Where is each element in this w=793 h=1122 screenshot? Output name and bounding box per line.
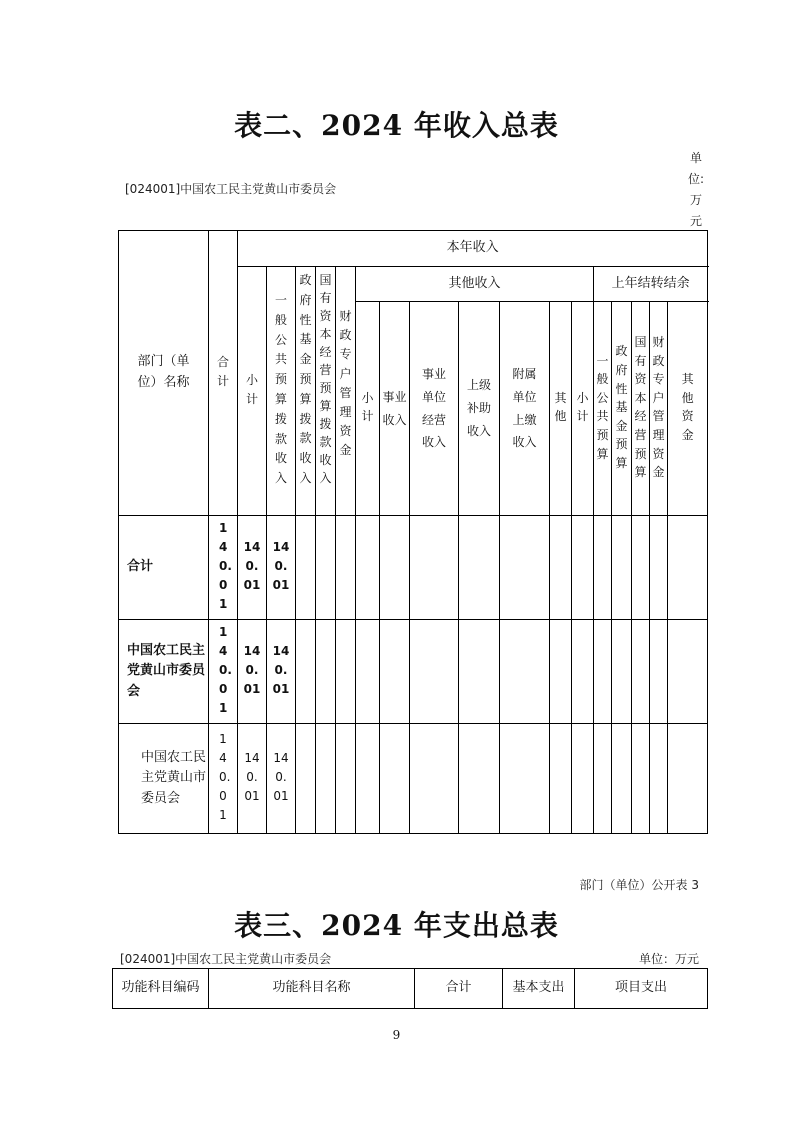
header-subtotal: 小计 [238, 267, 267, 516]
table3-unit: 单位：万元 [638, 952, 699, 966]
row-name: 中国农工民主党黄山市委员会 [119, 620, 209, 724]
header-general-budget: 一般公共预算拨款收入 [267, 267, 296, 516]
header-other-subtotal: 小计 [356, 302, 380, 516]
unit-line: 万 [689, 193, 702, 207]
row-subtotal: 140.01 [238, 620, 267, 724]
header-carry-subtotal: 小计 [572, 302, 594, 516]
header-total: 合计 [209, 231, 238, 516]
header-other: 其他 [550, 302, 572, 516]
header-carry-general: 一般公共预算 [594, 302, 612, 516]
table-row [119, 724, 708, 834]
header-business-income: 事业收入 [380, 302, 410, 516]
row-name: 中国农工民主党黄山市委员会 [119, 724, 209, 834]
row-total: 140.01 [209, 516, 238, 620]
row-total: 140.01 [209, 620, 238, 724]
header-carry-fiscal-special: 财政专户管理资金 [650, 302, 668, 516]
table2-org: [024001]中国农工民主党黄山市委员会 [125, 182, 337, 196]
row-general-budget: 140.01 [267, 516, 296, 620]
expenditure-table [112, 968, 708, 1009]
header-basic: 基本支出 [503, 969, 575, 1009]
header-gov-fund: 政府性基金预算拨款收入 [296, 267, 316, 516]
page-number: 9 [392, 1028, 401, 1042]
header-fiscal-special: 财政专户管理资金 [336, 267, 356, 516]
header-carry-state-capital: 国有资本经营预算 [632, 302, 650, 516]
header-project: 项目支出 [575, 969, 708, 1009]
header-other-income: 其他收入 [356, 267, 594, 302]
row-general-budget: 140.01 [267, 620, 296, 724]
table2-unit [686, 148, 706, 232]
header-code: 功能科目编码 [113, 969, 209, 1009]
row-general-budget: 140.01 [267, 724, 296, 834]
header-current-year-income: 本年收入 [238, 231, 708, 267]
row-name: 合计 [119, 516, 209, 620]
table3-title: 表三、2024 年支出总表 [234, 909, 559, 942]
row-total: 140.01 [209, 724, 238, 834]
header-carry-gov-fund: 政府性基金预算 [612, 302, 632, 516]
unit-line: 位: [687, 172, 705, 186]
table2-title: 表二、2024 年收入总表 [234, 109, 559, 142]
table-row [119, 620, 708, 724]
header-last-year-carryover: 上年结转结余 [594, 267, 708, 302]
row-subtotal: 140.01 [238, 516, 267, 620]
header-name: 功能科目名称 [209, 969, 415, 1009]
header-upper-subsidy: 上级补助收入 [459, 302, 500, 516]
header-total: 合计 [415, 969, 503, 1009]
table-row [119, 516, 708, 620]
table3-org: [024001]中国农工民主党黄山市委员会 [120, 952, 332, 966]
header-state-capital: 国有资本经营预算拨款收入 [316, 267, 336, 516]
income-table [118, 230, 708, 834]
header-business-unit-income: 事业单位经营收入 [410, 302, 459, 516]
header-dept-name: 部门（单位）名称 [119, 231, 209, 516]
unit-line: 单 [689, 151, 702, 165]
unit-line: 元 [689, 214, 702, 228]
row-subtotal: 140.01 [238, 724, 267, 834]
public-table-label: 部门（单位）公开表 3 [579, 878, 699, 892]
header-subsidiary-payment: 附属单位上缴收入 [500, 302, 550, 516]
header-carry-other-funds: 其他资金 [668, 302, 708, 516]
